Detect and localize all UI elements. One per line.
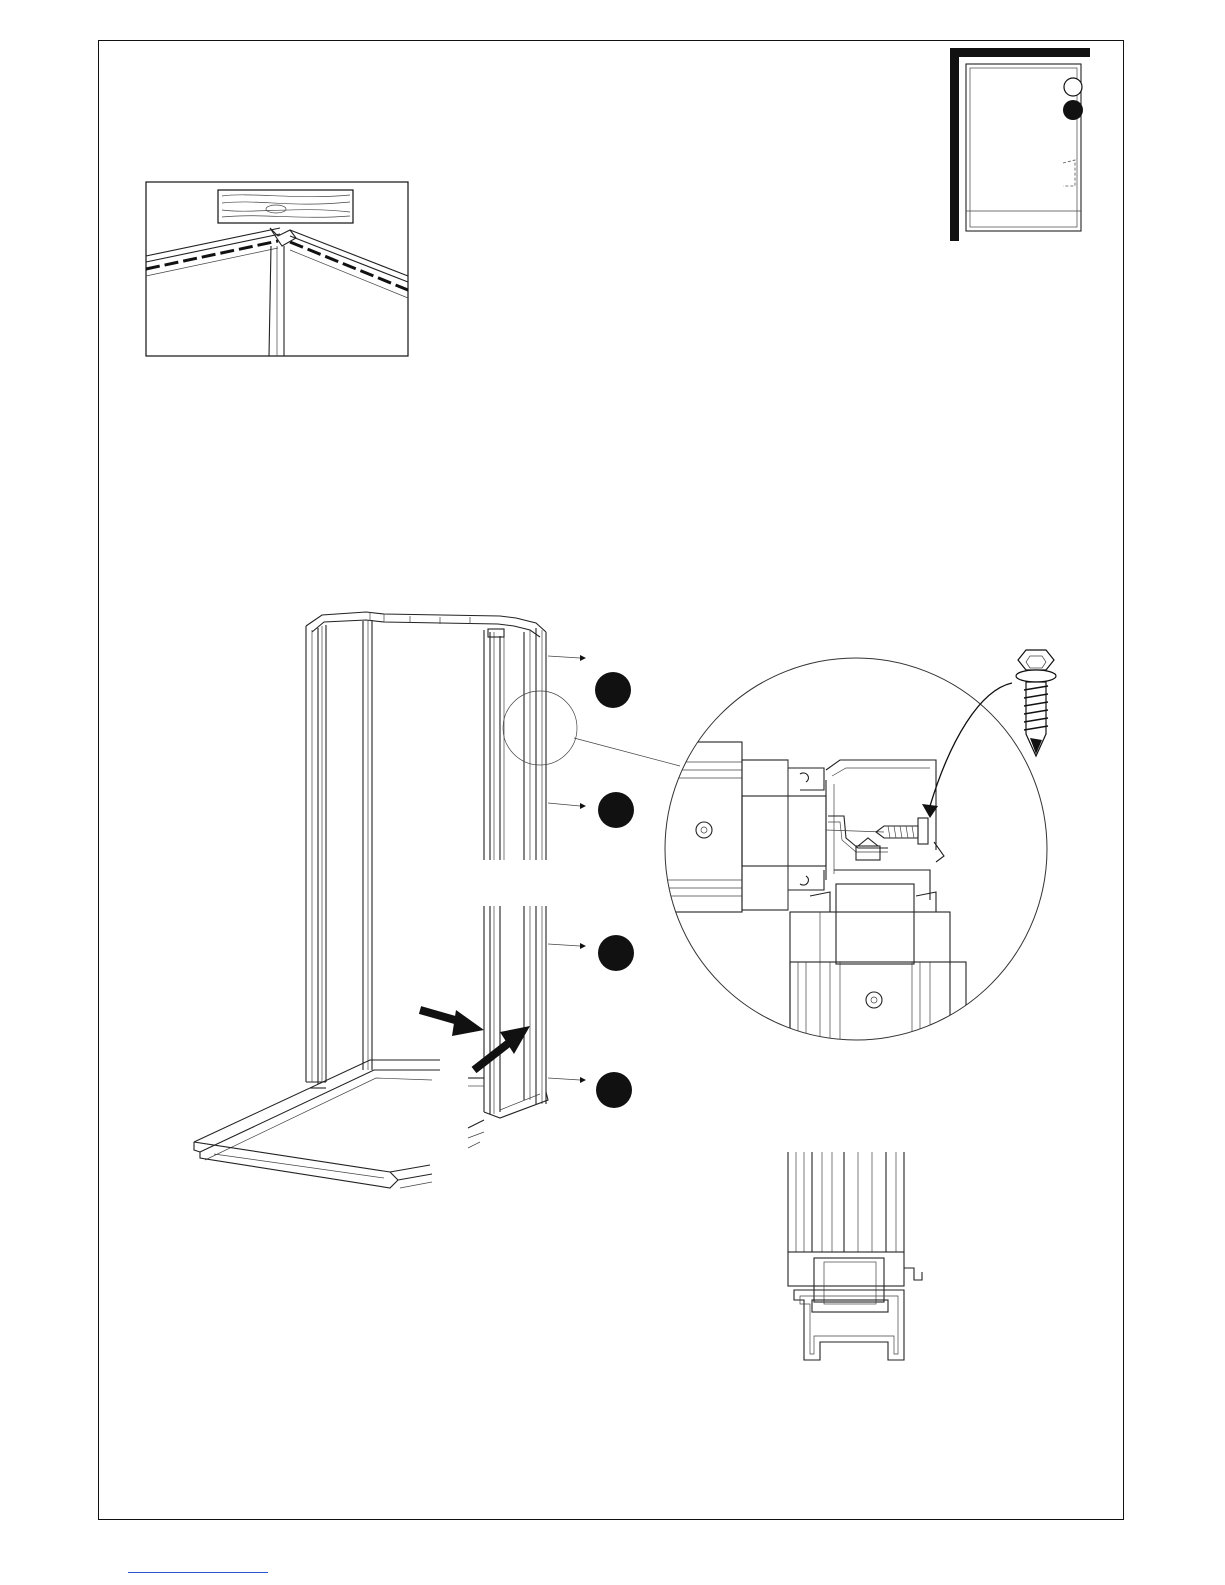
screw-icon — [548, 803, 586, 809]
arrow-icon — [420, 1010, 484, 1036]
joint-detail-view — [650, 658, 1047, 1052]
filled-marker — [1063, 100, 1083, 120]
ridge-inset — [146, 182, 408, 356]
screw-icon — [548, 655, 586, 661]
open-marker — [1064, 78, 1082, 96]
footer-link[interactable] — [128, 1572, 268, 1573]
arrow-icon — [474, 1026, 530, 1070]
callout-badge-icon — [598, 935, 634, 971]
callout-badge-icon — [595, 672, 631, 708]
screw-icon — [548, 943, 586, 949]
callout-badges — [595, 672, 634, 1108]
screw-icon — [548, 1077, 586, 1083]
callout-badge-icon — [598, 792, 634, 828]
bottom-profile-detail — [788, 1152, 922, 1360]
callout-badge-icon — [596, 1072, 632, 1108]
location-map-icon — [950, 48, 1090, 241]
frame-screws — [548, 655, 586, 1083]
